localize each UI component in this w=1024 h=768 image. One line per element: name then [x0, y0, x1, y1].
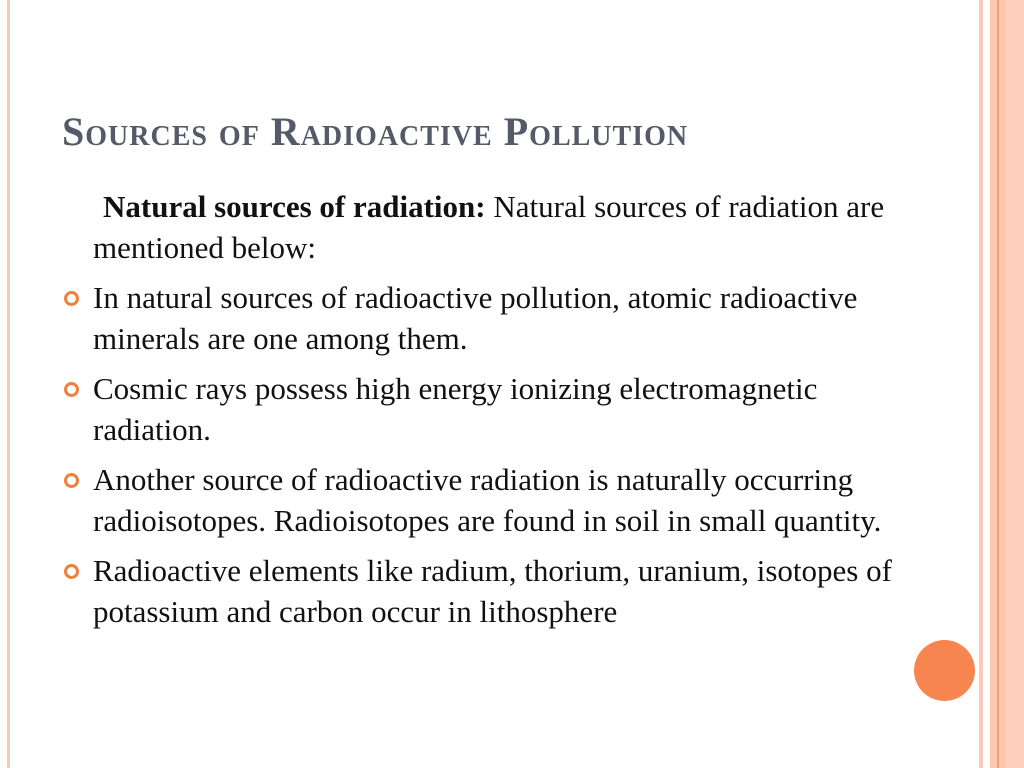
list-item	[93, 277, 913, 359]
list-item-text: Radioactive elements like radium, thorium, uranium, isotopes of potassium and carbon occur in lithosphere	[93, 553, 892, 629]
list-item-text: Another source of radioactive radiation is naturally occurring radioisotopes. Radioisotopes are found in soil in small quantity.	[93, 462, 882, 538]
orange-circle-decoration	[914, 640, 975, 701]
intro-heading: Natural sources of radiation:	[103, 189, 486, 224]
list-item	[93, 368, 913, 450]
right-stripe-decoration	[979, 0, 983, 768]
circle-bullet-icon	[64, 291, 79, 306]
circle-bullet-icon	[64, 473, 79, 488]
slide-body	[93, 186, 913, 641]
circle-bullet-icon	[64, 564, 79, 579]
left-border-decoration	[7, 0, 10, 768]
list-item	[93, 550, 913, 632]
list-item	[93, 459, 913, 541]
right-line-decoration	[997, 0, 999, 768]
list-item-text: Cosmic rays possess high energy ionizing electromagnetic radiation.	[93, 371, 818, 447]
circle-bullet-icon	[64, 382, 79, 397]
intro-text: Natural sources of radiation are mentioned below:	[93, 189, 885, 265]
slide-title: Sources of Radioactive Pollution	[62, 109, 689, 154]
intro-paragraph	[93, 186, 913, 268]
right-band-decoration	[1006, 0, 1024, 768]
list-item-text: In natural sources of radioactive pollution, atomic radioactive minerals are one among them.	[93, 280, 858, 356]
bullet-list	[93, 277, 913, 632]
